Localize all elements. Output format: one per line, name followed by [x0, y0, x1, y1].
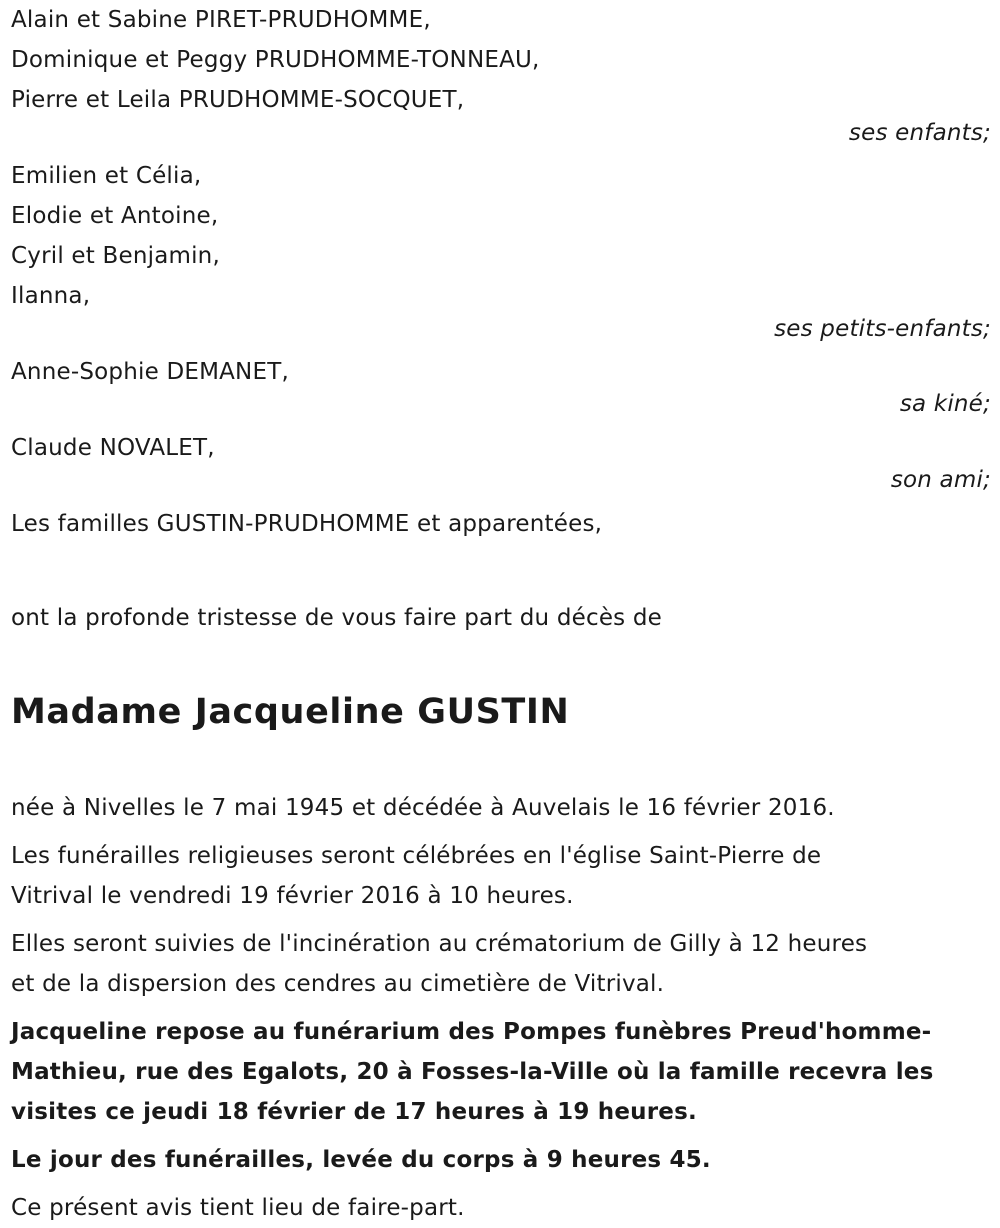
- birth-death-line: née à Nivelles le 7 mai 1945 et décédée à Auvelais le 16 février 2016.: [11, 795, 835, 821]
- visitation-line-2: Mathieu, rue des Egalots, 20 à Fosses-la-Ville où la famille recevra les: [11, 1059, 934, 1085]
- cremation-line-1: Elles seront suivies de l'incinération au crématorium de Gilly à 12 heures: [11, 931, 868, 957]
- families-line: Les familles GUSTIN-PRUDHOMME et apparentées,: [11, 511, 603, 537]
- deceased-name: Madame Jacqueline GUSTIN: [11, 692, 570, 732]
- closing-line: Ce présent avis tient lieu de faire-part.: [11, 1195, 465, 1221]
- intro-line: ont la profonde tristesse de vous faire part du décès de: [11, 605, 663, 631]
- funeral-line-1: Les funérailles religieuses seront célébrées en l'église Saint-Pierre de: [11, 843, 822, 869]
- physio-role: sa kiné;: [899, 391, 991, 417]
- grandchildren-role: ses petits-enfants;: [774, 316, 991, 342]
- grandchild-line-1: Emilien et Célia,: [11, 163, 202, 189]
- friend-role: son ami;: [890, 467, 991, 493]
- body-lifting-paragraph: [11, 1140, 991, 1180]
- funeral-line-2: Vitrival le vendredi 19 février 2016 à 10 heures.: [11, 883, 574, 909]
- closing-paragraph: [11, 1188, 991, 1228]
- child-line-1: Alain et Sabine PIRET-PRUDHOMME,: [11, 7, 431, 33]
- grandchild-line-3: Cyril et Benjamin,: [11, 243, 220, 269]
- obituary-notice: [11, 0, 991, 1228]
- birth-death-paragraph: [11, 788, 991, 828]
- visitation-line-3: visites ce jeudi 18 février de 17 heures à 19 heures.: [11, 1099, 697, 1125]
- child-line-3: Pierre et Leila PRUDHOMME-SOCQUET,: [11, 87, 465, 113]
- body-lifting-line: Le jour des funérailles, levée du corps à 9 heures 45.: [11, 1147, 711, 1173]
- friend-name: Claude NOVALET,: [11, 435, 215, 461]
- visitation-line-1: Jacqueline repose au funérarium des Pompes funèbres Preud'homme-: [11, 1019, 932, 1045]
- cremation-paragraph: [11, 924, 991, 1004]
- child-line-2: Dominique et Peggy PRUDHOMME-TONNEAU,: [11, 47, 540, 73]
- funeral-paragraph: [11, 836, 991, 916]
- visitation-paragraph: [11, 1012, 991, 1132]
- children-role: ses enfants;: [848, 120, 991, 146]
- grandchild-line-4: Ilanna,: [11, 283, 91, 309]
- physio-name: Anne-Sophie DEMANET,: [11, 359, 289, 385]
- grandchild-line-2: Elodie et Antoine,: [11, 203, 219, 229]
- cremation-line-2: et de la dispersion des cendres au cimetière de Vitrival.: [11, 971, 665, 997]
